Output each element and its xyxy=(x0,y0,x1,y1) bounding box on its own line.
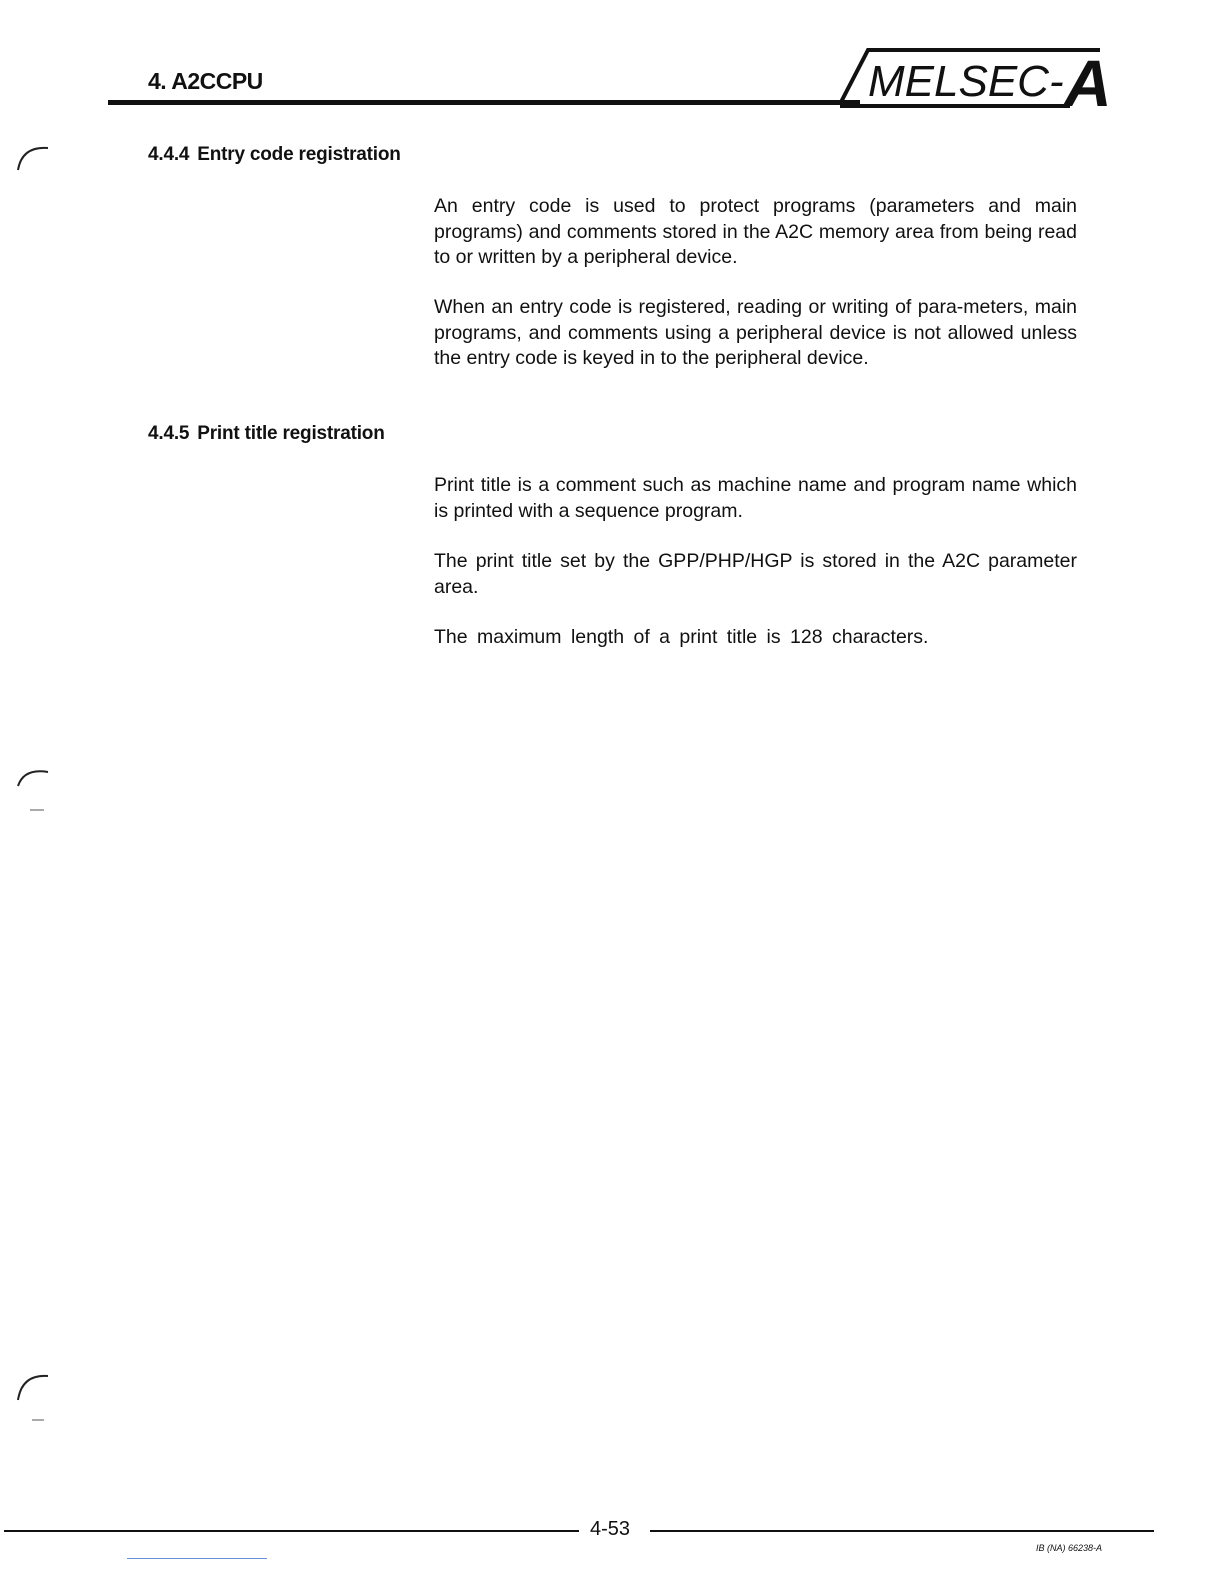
section-title: Print title registration xyxy=(197,423,385,444)
paragraph: Print title is a comment such as machine name and program name which is printed with a sequence program. xyxy=(434,474,1077,522)
binder-hole-mark xyxy=(14,752,54,812)
paragraph: The print title set by the GPP/PHP/HGP is stored in the A2C parameter area. xyxy=(434,550,1077,598)
header-rule xyxy=(108,100,860,105)
melsec-logo xyxy=(838,44,1128,110)
paragraph: When an entry code is registered, reading or writing of para-meters, main programs, and comments using a peripheral device is not allowed unless the entry code is keyed in to the peripheral device. xyxy=(434,296,1077,369)
binder-hole-mark xyxy=(14,140,54,200)
paragraph: The maximum length of a print title is 128 characters. xyxy=(434,626,929,648)
footer-rule-right xyxy=(650,1530,1154,1532)
chapter-title: 4. A2CCPU xyxy=(148,68,263,94)
page-number: 4-53 xyxy=(590,1518,631,1540)
section-heading-print-title xyxy=(148,423,385,445)
section-number: 4.4.5 xyxy=(148,423,190,444)
section-number: 4.4.4 xyxy=(148,144,190,165)
section-heading-entry-code xyxy=(148,144,401,166)
paragraph: An entry code is used to protect programs (parameters and main programs) and comments stored in the A2C memory area from being read to or written by a peripheral device. xyxy=(434,195,1077,268)
footer-rule-left xyxy=(4,1530,579,1532)
document-code: IB (NA) 66238-A xyxy=(1036,1543,1103,1553)
binder-hole-mark xyxy=(14,1366,54,1426)
logo-text: MELSEC- xyxy=(868,57,1064,106)
logo-letter: A xyxy=(1064,46,1112,110)
footer-underline xyxy=(127,1558,267,1559)
section-title: Entry code registration xyxy=(197,144,401,165)
